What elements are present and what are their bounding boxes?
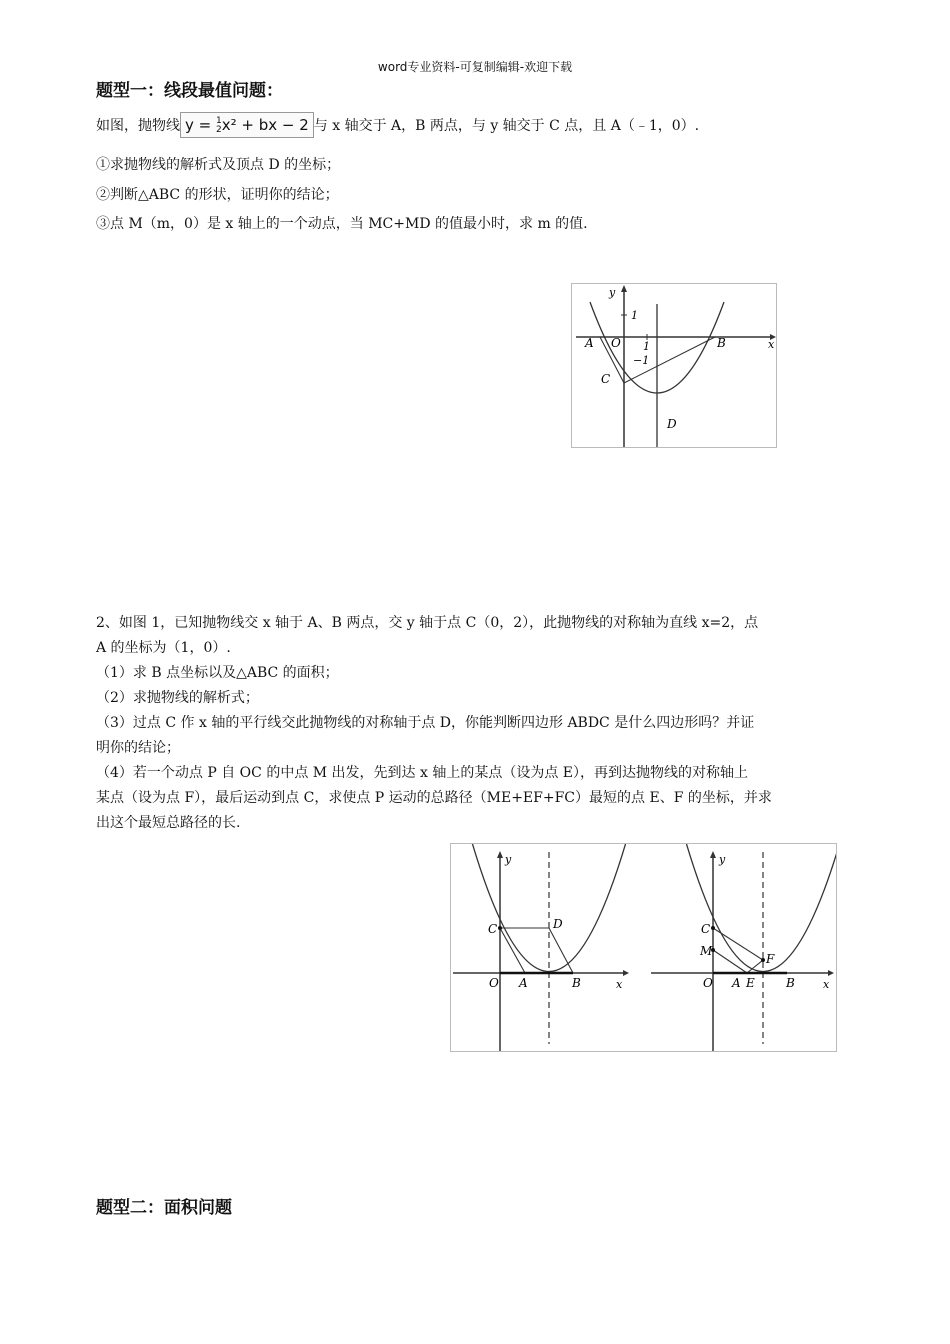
problem2-q4c: 出这个最短总路径的长. bbox=[96, 815, 241, 831]
label-neg-one: −1 bbox=[633, 354, 650, 367]
label-y: y bbox=[609, 286, 616, 299]
problem1-q3: ③点 M（m，0）是 x 轴上的一个动点，当 MC+MD 的值最小时，求 m 的值. bbox=[96, 216, 588, 232]
parabola-formula bbox=[180, 112, 314, 138]
left-label-C: C bbox=[488, 922, 498, 936]
label-B: B bbox=[717, 336, 726, 350]
segment-ca bbox=[500, 928, 525, 973]
figure2-svg bbox=[451, 844, 836, 1051]
label-D: D bbox=[667, 417, 677, 431]
label-A: A bbox=[585, 336, 594, 350]
problem2-q4b: 某点（设为点 F），最后运动到点 C，求使点 P 运动的总路径（ME+EF+FC）最短的点 E、F 的坐标，并求 bbox=[96, 790, 772, 806]
problem2-line2: A 的坐标为（1，0）. bbox=[96, 640, 231, 656]
label-x: x bbox=[768, 338, 775, 351]
problem2-q1: （1）求 B 点坐标以及△ABC 的面积； bbox=[96, 665, 339, 681]
problem2-q3a: （3）过点 C 作 x 轴的平行线交此抛物线的对称轴于点 D，你能判断四边形 ABDC 是什么四边形吗？并证 bbox=[96, 715, 755, 731]
problem2-q4a: （4）若一个动点 P 自 OC 的中点 M 出发，先到达 x 轴上的某点（设为点 E），再到达抛物线的对称轴上 bbox=[96, 765, 749, 781]
formula-rest: x² + bx − 2 bbox=[221, 116, 309, 134]
problem1-q2: ②判断△ABC 的形状，证明你的结论； bbox=[96, 187, 339, 203]
right-label-C: C bbox=[701, 922, 711, 936]
left-x-arrow bbox=[623, 970, 629, 976]
frac-den: 2 bbox=[216, 124, 222, 135]
right-y-arrow bbox=[710, 851, 716, 858]
formula-y: y = bbox=[185, 116, 212, 134]
point-f bbox=[761, 958, 765, 962]
left-label-y: y bbox=[505, 853, 512, 866]
right-label-y: y bbox=[719, 853, 726, 866]
label-O: O bbox=[611, 336, 621, 350]
label-C: C bbox=[601, 372, 611, 386]
frac-num: 1 bbox=[216, 115, 222, 126]
section1-title: 题型一：线段最值问题： bbox=[96, 81, 283, 101]
left-label-O: O bbox=[489, 976, 499, 990]
section2-title: 题型二：面积问题 bbox=[96, 1198, 232, 1218]
right-label-A: A bbox=[732, 976, 741, 990]
intro-suffix: 与 x 轴交于 A，B 两点，与 y 轴交于 C 点，且 A（﹣1，0）. bbox=[313, 118, 700, 134]
left-y-arrow bbox=[497, 851, 503, 858]
y-axis-arrow bbox=[621, 285, 627, 292]
page-header: word专业资料-可复制编辑-欢迎下载 bbox=[377, 60, 573, 74]
label-one-y: 1 bbox=[631, 309, 638, 322]
right-point-c bbox=[711, 926, 715, 930]
right-label-M: M bbox=[700, 944, 713, 958]
segment-db bbox=[549, 928, 573, 973]
problem2-q3b: 明你的结论； bbox=[96, 740, 180, 756]
right-label-O: O bbox=[703, 976, 713, 990]
problem1-q1: ①求抛物线的解析式及顶点 D 的坐标； bbox=[96, 157, 341, 173]
figure1-svg bbox=[572, 284, 776, 447]
intro-prefix: 如图，抛物线 bbox=[96, 118, 180, 134]
problem1-intro bbox=[96, 112, 699, 139]
left-label-D: D bbox=[553, 917, 563, 931]
problem1-figure bbox=[571, 283, 777, 448]
problem2-line1: 2、如图 1，已知抛物线交 x 轴于 A、B 两点，交 y 轴于点 C（0，2），此抛物线的对称轴为直线 x=2，点 bbox=[96, 615, 759, 631]
left-point-c bbox=[498, 926, 502, 930]
left-label-B: B bbox=[572, 976, 581, 990]
problem2-q2: （2）求抛物线的解析式； bbox=[96, 690, 259, 706]
left-label-A: A bbox=[519, 976, 528, 990]
right-x-arrow bbox=[828, 970, 834, 976]
label-one-x: 1 bbox=[643, 340, 650, 353]
left-label-x: x bbox=[616, 978, 623, 991]
right-label-E: E bbox=[746, 976, 755, 990]
right-label-F: F bbox=[766, 952, 775, 966]
right-label-x: x bbox=[823, 978, 830, 991]
right-label-B: B bbox=[786, 976, 795, 990]
problem2-figure bbox=[450, 843, 837, 1052]
